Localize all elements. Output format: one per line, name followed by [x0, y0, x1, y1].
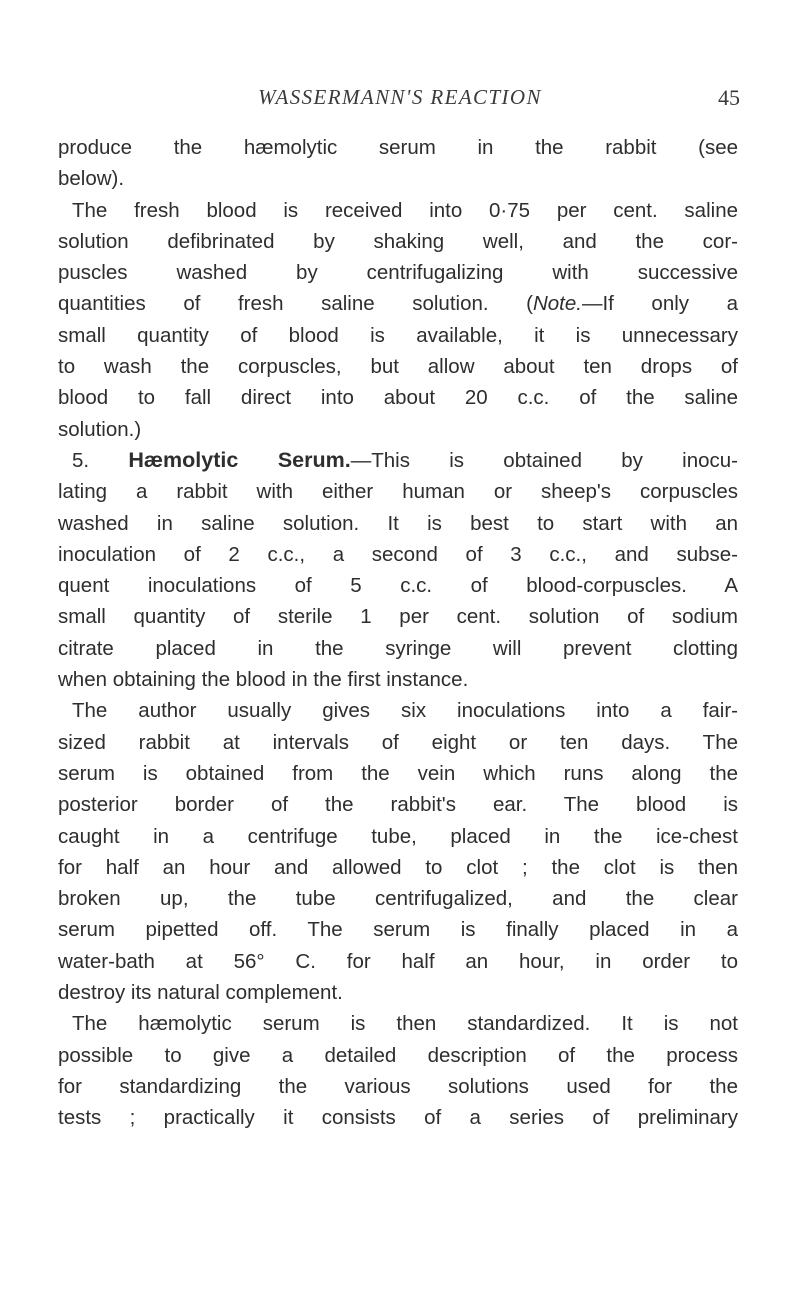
text-run: —If only a — [581, 292, 738, 316]
text-run: quantities of fresh saline solution. ( — [58, 292, 533, 316]
text-line: inoculation of 2 c.c., a second of 3 c.c., and subse- — [58, 542, 738, 566]
text-line: when obtaining the blood in the first instance. — [58, 668, 469, 692]
text-line: blood to fall direct into about 20 c.c. of the saline — [58, 386, 738, 410]
text-line: The author usually gives six inoculations into a fair- — [72, 699, 738, 723]
text-line: serum pipetted off. The serum is finally placed in a — [58, 918, 738, 942]
text-line: water-bath at 56° C. for half an hour, in order to — [58, 949, 738, 973]
text-line: for half an hour and allowed to clot ; the clot is then — [58, 855, 738, 879]
text-line: lating a rabbit with either human or sheep's corpuscles — [58, 480, 738, 504]
note-label: Note. — [532, 292, 582, 316]
text-line: to wash the corpuscles, but allow about ten drops of — [58, 355, 738, 379]
text-line: produce the hæmolytic serum in the rabbit (see — [58, 136, 738, 159]
text-line: tests ; practically it consists of a series of preliminary — [58, 1106, 738, 1130]
running-head — [60, 85, 740, 115]
text-line: for standardizing the various solutions used for the — [58, 1074, 738, 1098]
text-line — [58, 445, 738, 476]
text-line: citrate placed in the syringe will prevent clotting — [58, 636, 738, 660]
text-line: possible to give a detailed description of the process — [58, 1043, 738, 1067]
text-line: destroy its natural complement. — [58, 981, 343, 1005]
text-line: quent inoculations of 5 c.c. of blood-corpuscles. A — [58, 574, 738, 598]
text-run: —This is obtained by inocu- — [350, 448, 738, 472]
page-number: 45 — [718, 85, 740, 110]
text-line: washed in saline solution. It is best to start with an — [58, 511, 738, 535]
section-number: 5. — [72, 448, 129, 472]
running-title: WASSERMANN'S REACTION — [258, 85, 542, 109]
text-line: small quantity of sterile 1 per cent. solution of sodium — [58, 605, 738, 629]
body-text — [58, 132, 738, 1134]
text-line — [58, 288, 738, 319]
text-line: solution.) — [58, 417, 142, 441]
text-line: small quantity of blood is available, it is unnecessary — [58, 323, 738, 347]
text-line: The fresh blood is received into 0·75 per cent. saline — [72, 198, 738, 222]
text-line: below). — [58, 167, 125, 191]
text-line: posterior border of the rabbit's ear. The blood is — [58, 793, 738, 817]
section-heading: Hæmolytic Serum. — [128, 447, 351, 472]
text-line: The hæmolytic serum is then standardized. It is not — [72, 1012, 738, 1036]
text-line: caught in a centrifuge tube, placed in the ice-chest — [58, 824, 738, 848]
text-line: sized rabbit at intervals of eight or ten days. The — [58, 730, 738, 754]
text-line: puscles washed by centrifugalizing with successive — [58, 261, 738, 285]
text-line: solution defibrinated by shaking well, and the cor- — [58, 229, 738, 253]
text-line: serum is obtained from the vein which runs along the — [58, 761, 738, 785]
text-line: broken up, the tube centrifugalized, and the clear — [58, 887, 738, 911]
